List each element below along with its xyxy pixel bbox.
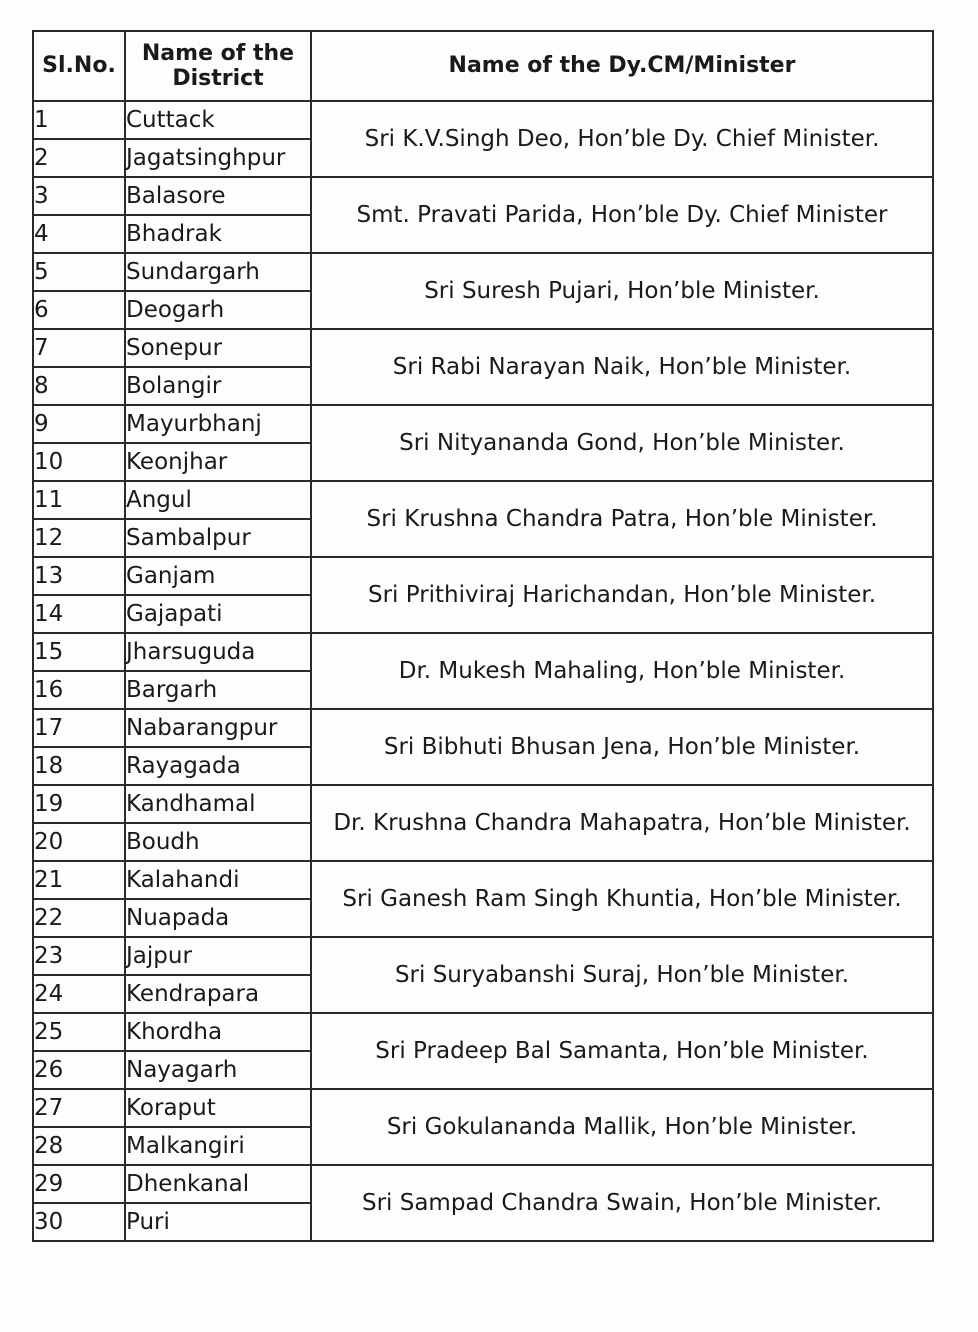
- sl-no-cell: 30: [33, 1203, 125, 1241]
- district-cell: Koraput: [125, 1089, 311, 1127]
- sl-no-cell: 29: [33, 1165, 125, 1203]
- sl-no-cell: 15: [33, 633, 125, 671]
- sl-no-cell: 2: [33, 139, 125, 177]
- district-cell: Bolangir: [125, 367, 311, 405]
- sl-no-cell: 16: [33, 671, 125, 709]
- district-cell: Khordha: [125, 1013, 311, 1051]
- table-header-row: [33, 31, 933, 101]
- sl-no-cell: 13: [33, 557, 125, 595]
- table-row: [33, 557, 933, 595]
- sl-no-cell: 27: [33, 1089, 125, 1127]
- sl-no-cell: 17: [33, 709, 125, 747]
- table-row: [33, 329, 933, 367]
- minister-cell: Sri Pradeep Bal Samanta, Hon’ble Minister.: [311, 1013, 933, 1089]
- district-cell: Jharsuguda: [125, 633, 311, 671]
- district-cell: Cuttack: [125, 101, 311, 139]
- district-cell: Ganjam: [125, 557, 311, 595]
- sl-no-cell: 10: [33, 443, 125, 481]
- sl-no-cell: 5: [33, 253, 125, 291]
- minister-cell: Sri Ganesh Ram Singh Khuntia, Hon’ble Minister.: [311, 861, 933, 937]
- district-cell: Nuapada: [125, 899, 311, 937]
- district-cell: Malkangiri: [125, 1127, 311, 1165]
- sl-no-cell: 23: [33, 937, 125, 975]
- minister-cell: Sri Nityananda Gond, Hon’ble Minister.: [311, 405, 933, 481]
- district-cell: Jajpur: [125, 937, 311, 975]
- table-row: [33, 709, 933, 747]
- minister-cell: Dr. Mukesh Mahaling, Hon’ble Minister.: [311, 633, 933, 709]
- minister-cell: Sri Prithiviraj Harichandan, Hon’ble Minister.: [311, 557, 933, 633]
- district-cell: Bhadrak: [125, 215, 311, 253]
- district-cell: Puri: [125, 1203, 311, 1241]
- sl-no-cell: 9: [33, 405, 125, 443]
- minister-cell: Dr. Krushna Chandra Mahapatra, Hon’ble Minister.: [311, 785, 933, 861]
- sl-no-cell: 18: [33, 747, 125, 785]
- sl-no-cell: 3: [33, 177, 125, 215]
- sl-no-cell: 19: [33, 785, 125, 823]
- table-row: [33, 1013, 933, 1051]
- district-cell: Kalahandi: [125, 861, 311, 899]
- table-row: [33, 405, 933, 443]
- district-minister-table: [32, 30, 934, 1242]
- district-cell: Jagatsinghpur: [125, 139, 311, 177]
- district-cell: Mayurbhanj: [125, 405, 311, 443]
- district-cell: Keonjhar: [125, 443, 311, 481]
- sl-no-cell: 24: [33, 975, 125, 1013]
- sl-no-cell: 6: [33, 291, 125, 329]
- district-cell: Boudh: [125, 823, 311, 861]
- table-row: [33, 101, 933, 139]
- sl-no-cell: 25: [33, 1013, 125, 1051]
- sl-no-cell: 11: [33, 481, 125, 519]
- sl-no-cell: 4: [33, 215, 125, 253]
- minister-cell: Sri Suresh Pujari, Hon’ble Minister.: [311, 253, 933, 329]
- sl-no-cell: 14: [33, 595, 125, 633]
- district-cell: Gajapati: [125, 595, 311, 633]
- minister-cell: Sri Gokulananda Mallik, Hon’ble Minister.: [311, 1089, 933, 1165]
- minister-cell: Sri Krushna Chandra Patra, Hon’ble Minister.: [311, 481, 933, 557]
- minister-cell: Sri Rabi Narayan Naik, Hon’ble Minister.: [311, 329, 933, 405]
- district-cell: Sundargarh: [125, 253, 311, 291]
- district-cell: Deogarh: [125, 291, 311, 329]
- table-row: [33, 481, 933, 519]
- sl-no-cell: 20: [33, 823, 125, 861]
- sl-no-cell: 1: [33, 101, 125, 139]
- header-sl-no: Sl.No.: [33, 31, 125, 101]
- district-cell: Kandhamal: [125, 785, 311, 823]
- minister-cell: Sri K.V.Singh Deo, Hon’ble Dy. Chief Minister.: [311, 101, 933, 177]
- header-district: Name of the District: [125, 31, 311, 101]
- district-cell: Angul: [125, 481, 311, 519]
- district-cell: Nabarangpur: [125, 709, 311, 747]
- sl-no-cell: 8: [33, 367, 125, 405]
- header-minister: Name of the Dy.CM/Minister: [311, 31, 933, 101]
- table-body: [33, 101, 933, 1241]
- table-row: [33, 633, 933, 671]
- district-cell: Sambalpur: [125, 519, 311, 557]
- district-cell: Rayagada: [125, 747, 311, 785]
- district-cell: Kendrapara: [125, 975, 311, 1013]
- district-cell: Bargarh: [125, 671, 311, 709]
- table-row: [33, 177, 933, 215]
- table-row: [33, 937, 933, 975]
- sl-no-cell: 26: [33, 1051, 125, 1089]
- district-cell: Balasore: [125, 177, 311, 215]
- district-cell: Sonepur: [125, 329, 311, 367]
- district-cell: Dhenkanal: [125, 1165, 311, 1203]
- minister-cell: Sri Suryabanshi Suraj, Hon’ble Minister.: [311, 937, 933, 1013]
- minister-cell: Sri Bibhuti Bhusan Jena, Hon’ble Minister.: [311, 709, 933, 785]
- sl-no-cell: 22: [33, 899, 125, 937]
- sl-no-cell: 21: [33, 861, 125, 899]
- table-row: [33, 1165, 933, 1203]
- table-row: [33, 785, 933, 823]
- table-row: [33, 861, 933, 899]
- sl-no-cell: 12: [33, 519, 125, 557]
- minister-cell: Sri Sampad Chandra Swain, Hon’ble Minister.: [311, 1165, 933, 1241]
- sl-no-cell: 28: [33, 1127, 125, 1165]
- table-row: [33, 1089, 933, 1127]
- minister-cell: Smt. Pravati Parida, Hon’ble Dy. Chief Minister: [311, 177, 933, 253]
- table-row: [33, 253, 933, 291]
- sl-no-cell: 7: [33, 329, 125, 367]
- district-cell: Nayagarh: [125, 1051, 311, 1089]
